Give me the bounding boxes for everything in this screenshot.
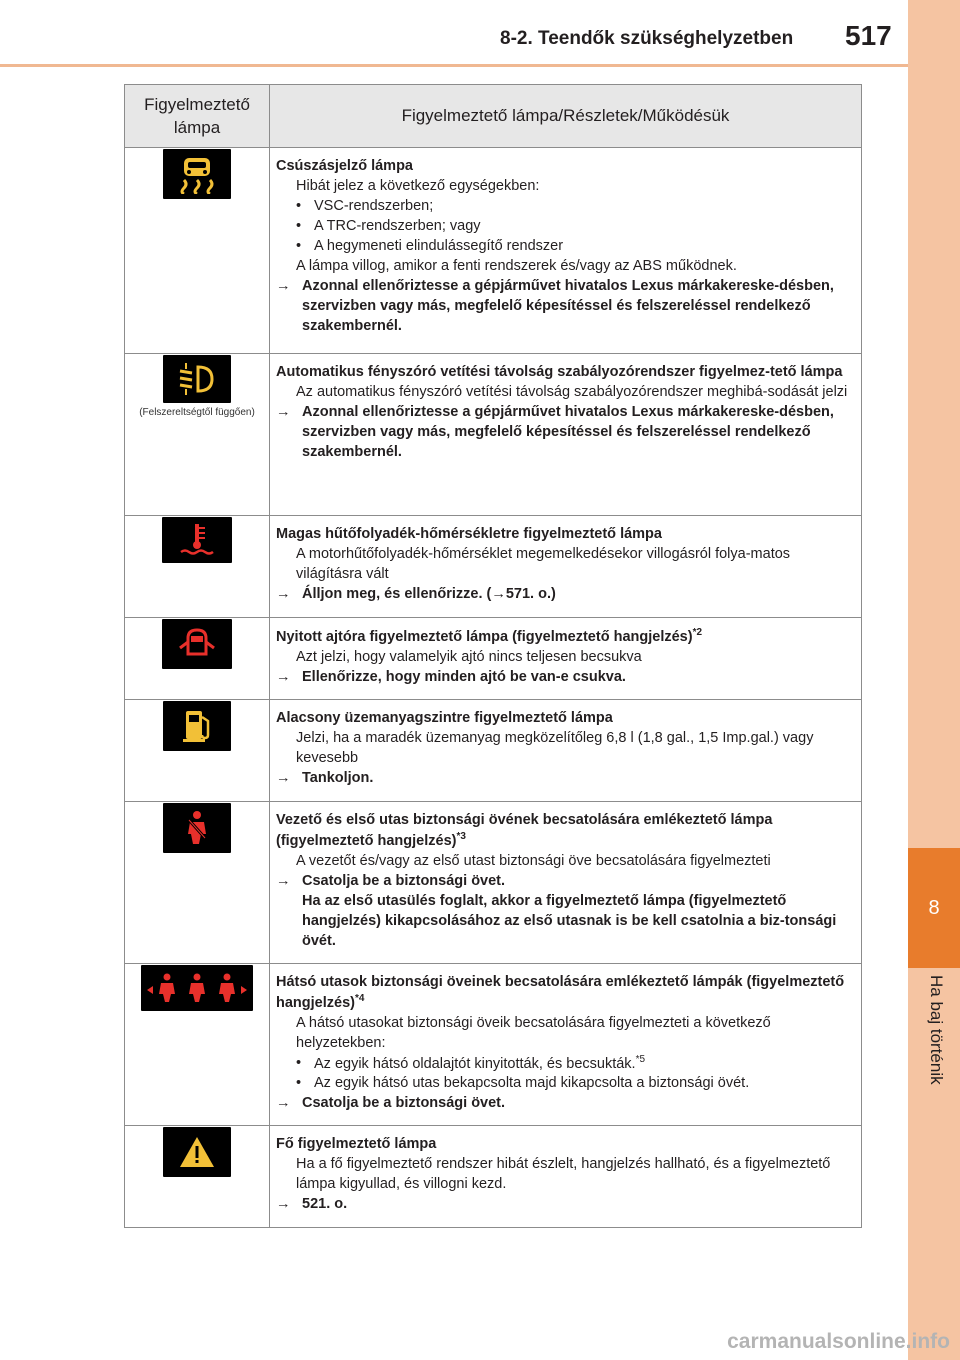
arrow-icon: → bbox=[276, 769, 291, 786]
entry-text: Jelzi, ha a maradék üzemanyag megközelítőleg 6,8 l (1,8 gal., 1,5 Imp.gal.) vagy kevesebb bbox=[296, 729, 814, 766]
rear-seatbelt-reminder-icon bbox=[141, 965, 253, 1011]
list-item: • A hegymeneti elindulássegítő rendszer bbox=[276, 236, 851, 256]
entry-text: A lámpa villog, amikor a fenti rendszerek és/vagy az ABS működnek. bbox=[296, 258, 737, 274]
footnote-ref: *3 bbox=[456, 830, 466, 842]
list-item: • A TRC-rendszerben; vagy bbox=[276, 216, 851, 236]
table-row bbox=[125, 354, 862, 516]
entry-text: A hátsó utasokat biztonsági öveik becsatolására figyelmezteti a következő helyzetekben: bbox=[296, 1014, 771, 1051]
arrow-icon: → bbox=[276, 872, 291, 889]
entry-title: Fő figyelmeztető lámpa bbox=[276, 1136, 437, 1153]
arrow-icon: → bbox=[276, 668, 291, 685]
slip-indicator-icon bbox=[163, 149, 231, 199]
entry-title: Automatikus fényszóró vetítési távolság szabályozórendszer figyelmez-tető lámpa bbox=[276, 364, 843, 380]
footnote-ref: *4 bbox=[354, 992, 365, 1004]
arrow-icon: → bbox=[276, 1196, 291, 1213]
availability-note: (Felszereltségtől függően) bbox=[139, 407, 255, 418]
arrow-icon: → bbox=[276, 586, 291, 602]
entry-action[interactable]: → 521. o. bbox=[276, 1196, 348, 1213]
entry-text: A motorhűtőfolyadék-hőmérséklet megemelkedésekor villogásról folya-matos világításra vált bbox=[296, 546, 791, 582]
col-header-details: Figyelmeztető lámpa/Részletek/Működésük bbox=[270, 85, 862, 148]
door-open-icon bbox=[162, 619, 232, 669]
entry-action: → Tankoljon. bbox=[276, 769, 374, 786]
coolant-temperature-icon bbox=[162, 517, 232, 563]
entry-action: → Azonnal ellenőriztesse a gépjárművet hivatalos Lexus márkakereske-désben, szervizben vagy más, megfelelő képesítéssel és felszereléssel rendelkező szakembernél. bbox=[276, 404, 834, 460]
entry-text: A vezetőt és/vagy az első utast biztonsági öve becsatolására figyelmezteti bbox=[296, 852, 771, 869]
table-row bbox=[125, 1126, 862, 1228]
chapter-number-tab[interactable]: 8 bbox=[908, 848, 960, 968]
entry-text: Hibát jelez a következő egységekben: bbox=[296, 178, 540, 194]
entry-text: Ha a fő figyelmeztető rendszer hibát észlelt, hangjelzés hallható, és a figyelmeztető lámpa kigyullad, és villogni kezd. bbox=[296, 1156, 831, 1193]
list-item: • Az egyik hátsó oldalajtót kinyitották, és becsukták.$^{*5}$ bbox=[276, 1053, 851, 1074]
table-row bbox=[125, 801, 862, 963]
header-divider bbox=[0, 64, 908, 67]
arrow-icon: → bbox=[276, 1095, 291, 1112]
table-row bbox=[125, 618, 862, 700]
entry-action: → Azonnal ellenőriztesse a gépjárművet hivatalos Lexus márkakereske-désben, szervizben vagy más, megfelelő képesítéssel és felszereléssel rendelkező szakembernél. bbox=[276, 278, 834, 334]
entry-title: Csúszásjelző lámpa bbox=[276, 158, 413, 174]
chapter-label: Ha baj történik bbox=[927, 975, 946, 1085]
entry-title: Hátsó utasok biztonsági öveinek becsatolására emlékeztető lámpák (figyelmeztető hangjelzés)$^{*4}$ bbox=[276, 973, 845, 1011]
entry-title: Nyitott ajtóra figyelmeztető lámpa (figyelmeztető hangjelzés)$^{*2}$ bbox=[276, 627, 703, 645]
table-row bbox=[125, 516, 862, 618]
entry-action-detail: Ha az első utasülés foglalt, akkor a figyelmeztető lámpa (figyelmeztető hangjelzés) kikapcsolásához az első utasnak is be kell csatolnia a biz-tonsági övét. bbox=[302, 892, 837, 949]
seatbelt-reminder-icon bbox=[163, 803, 231, 853]
table-row bbox=[125, 699, 862, 801]
entry-action: → Csatolja be a biztonsági övet. bbox=[276, 872, 506, 889]
col-header-lamp: Figyelmeztető lámpa bbox=[125, 85, 270, 148]
entry-title: Vezető és első utas biztonsági övének becsatolására emlékeztető lámpa (figyelmeztető hangjelzés)$^{*3}$ bbox=[276, 811, 773, 849]
entry-title: Alacsony üzemanyagszintre figyelmeztető lámpa bbox=[276, 709, 613, 726]
table-row bbox=[125, 148, 862, 354]
entry-action: → Álljon meg, és ellenőrizze. (→571. o.) bbox=[276, 586, 556, 602]
list-item: • Az egyik hátsó utas bekapcsolta majd kikapcsolta a biztonsági övét. bbox=[276, 1073, 851, 1093]
warning-lamp-table bbox=[124, 84, 862, 1228]
entry-text: Azt jelzi, hogy valamelyik ajtó nincs teljesen becsukva bbox=[296, 648, 642, 665]
footnote-ref: *2 bbox=[692, 627, 703, 638]
page-header-title: 8-2. Teendők szükséghelyzetben bbox=[500, 28, 794, 49]
entry-title: Magas hűtőfolyadék-hőmérsékletre figyelmeztető lámpa bbox=[276, 526, 662, 542]
list-item: • VSC-rendszerben; bbox=[276, 196, 851, 216]
entry-action: → Ellenőrizze, hogy minden ajtó be van-e csukva. bbox=[276, 668, 626, 685]
entry-text: Az automatikus fényszóró vetítési távolság szabályozórendszer meghibá-sodását jelzi bbox=[296, 384, 848, 400]
headlight-leveling-icon bbox=[163, 355, 231, 403]
watermark: carmanualsonline.info bbox=[727, 1330, 950, 1353]
footnote-ref: *5 bbox=[635, 1053, 646, 1065]
master-warning-icon bbox=[163, 1127, 231, 1177]
arrow-icon: → bbox=[276, 404, 291, 420]
table-header-row bbox=[125, 85, 862, 148]
arrow-icon: → bbox=[276, 278, 291, 294]
table-row bbox=[125, 963, 862, 1126]
page-number: 517 bbox=[845, 20, 892, 51]
entry-action: → Csatolja be a biztonsági övet. bbox=[276, 1095, 506, 1112]
fuel-pump-icon bbox=[163, 701, 231, 751]
chapter-side-tab bbox=[908, 0, 960, 1360]
